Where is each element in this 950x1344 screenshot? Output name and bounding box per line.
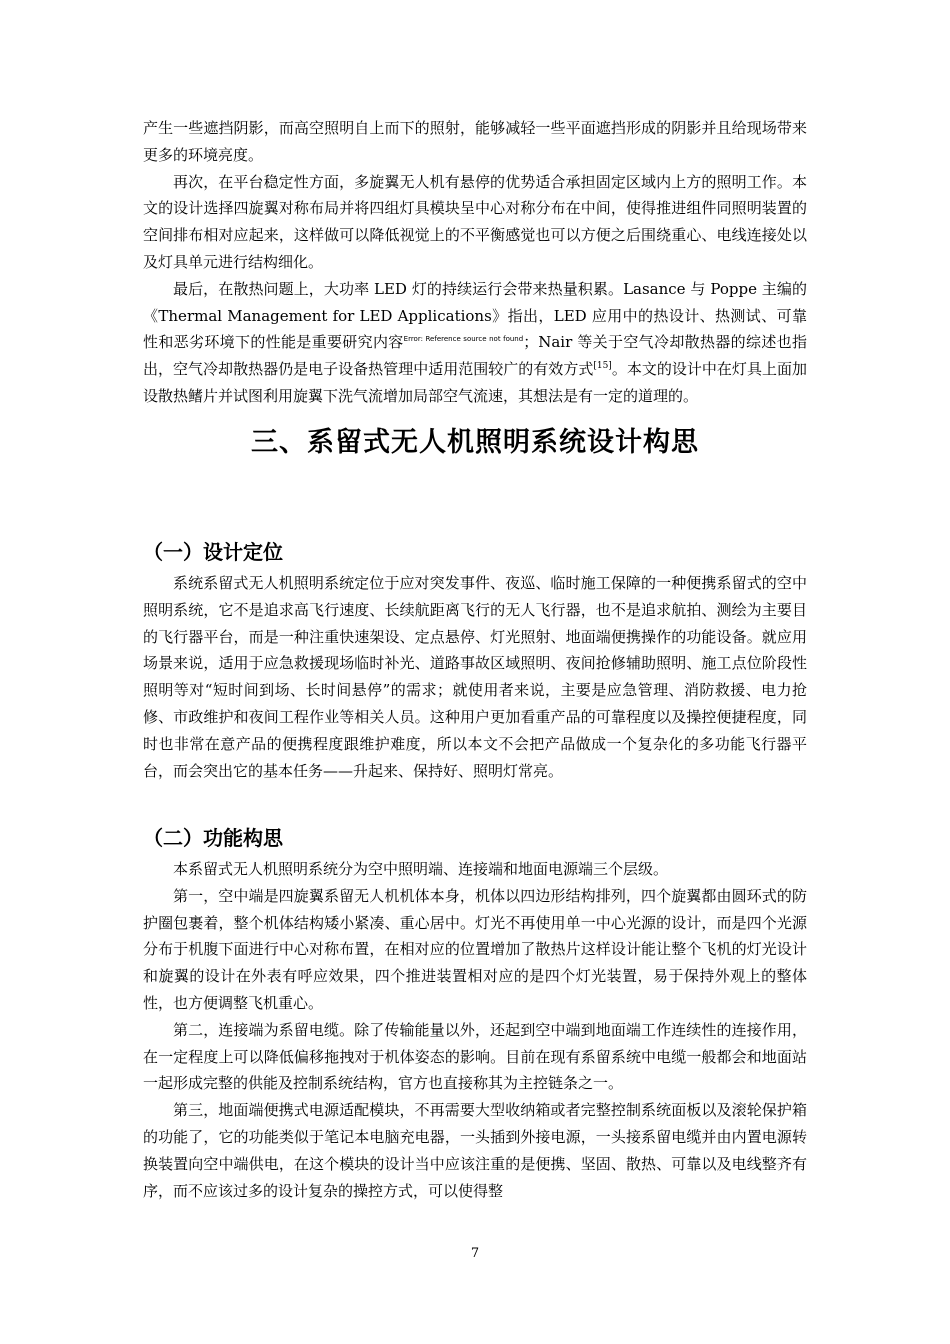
section-heading: （一）设计定位 <box>143 540 283 564</box>
paragraph-text: 最后，在散热问题上，大功率 LED 灯的持续运行会带来热量积累。Lasance 与 Poppe 主编的《Thermal Management for LED Applications》指出，LED 应用中的热设计、热测试、可靠性和恶劣环境下的性能是重要研究内容 <box>143 279 807 352</box>
page-number: 7 <box>470 1246 480 1261</box>
paragraph-heat <box>143 276 807 410</box>
paragraph-text: 。本文的设计中在灯具上面加设散热鳍片并试图利用旋翼下洗气流增加局部空气流速，其想法是有一定的道理的。 <box>143 360 807 405</box>
chapter-title: 三、系留式无人机照明系统设计构思 <box>251 427 699 458</box>
reference-error-note: Error: Reference source not found <box>403 335 524 344</box>
paragraph: 第一，空中端是四旋翼系留无人机机体本身，机体以四边形结构排列，四个旋翼都由圆环式的防护圈包裹着，整个机体结构矮小紧凑、重心居中。灯光不再使用单一中心光源的设计，而是四个光源分布于机腹下面进行中心对称布置，在相对应的位置增加了散热片这样设计能让整个飞机的灯光设计和旋翼的设计在外表有呼应效果，四个推进装置相对应的是四个灯光装置，易于保持外观上的整体性，也方便调整飞机重心。 <box>143 886 807 1012</box>
positioning-paragraphs <box>143 570 807 784</box>
intro-paragraphs <box>143 115 807 410</box>
paragraph: 产生一些遮挡阴影，而高空照明自上而下的照射，能够减轻一些平面遮挡形成的阴影并且给现场带来更多的环境亮度。 <box>143 119 807 164</box>
paragraph: 第三，地面端便携式电源适配模块，不再需要大型收纳箱或者完整控制系统面板以及滚轮保护箱的功能了，它的功能类似于笔记本电脑充电器，一头插到外接电源，一头接系留电缆并由内置电源转换装置向空中端供电，在这个模块的设计当中应该注重的是便携、坚固、散热、可靠以及电线整齐有序，而不应该过多的设计复杂的操控方式，可以使得整 <box>143 1101 807 1200</box>
paragraph-text: ；Nair 等关于空气冷却散热器的综述也指出，空气冷却散热器仍是电子设备热管理中适用范围较广的有效方式 <box>143 333 807 379</box>
section-heading: （二）功能构思 <box>143 826 283 850</box>
paragraph: 再次，在平台稳定性方面，多旋翼无人机有悬停的优势适合承担固定区域内上方的照明工作。本文的设计选择四旋翼对称布局并将四组灯具模块呈中心对称分布在中间，使得推进组件同照明装置的空间排布相对应起来，这样做可以降低视觉上的不平衡感觉也可以方便之后围绕重心、电线连接处以及灯具单元进行结构细化。 <box>143 172 807 271</box>
paragraph: 本系留式无人机照明系统分为空中照明端、连接端和地面电源端三个层级。 <box>173 860 669 878</box>
paragraph: 第二，连接端为系留电缆。除了传输能量以外，还起到空中端到地面端工作连续性的连接作用，在一定程度上可以降低偏移拖拽对于机体姿态的影响。目前在现有系留系统中电缆一般都会和地面站一起形成完整的供能及控制系统结构，官方也直接称其为主控链条之一。 <box>143 1020 807 1093</box>
paragraph: 系统系留式无人机照明系统定位于应对突发事件、夜巡、临时施工保障的一种便携系留式的空中照明系统，它不是追求高飞行速度、长续航距离飞行的无人飞行器，也不是追求航拍、测绘为主要目的飞行器平台，而是一种注重快速架设、定点悬停、灯光照射、地面端便携操作的功能设备。就应用场景来说，适用于应急救援现场临时补光、道路事故区域照明、夜间抢修辅助照明、施工点位阶段性照明等对“短时间到场、长时间悬停”的需求；就使用者来说，主要是应急管理、消防救援、电力抢修、市政维护和夜间工程作业等相关人员。这种用户更加看重产品的可靠程度以及操控便捷程度，同时也非常在意产品的便携程度跟维护难度，所以本文不会把产品做成一个复杂化的多功能飞行器平台，而会突出它的基本任务——升起来、保持好、照明灯常亮。 <box>143 574 807 780</box>
citation-marker: [15] <box>593 361 612 372</box>
function-paragraphs <box>143 856 807 1204</box>
